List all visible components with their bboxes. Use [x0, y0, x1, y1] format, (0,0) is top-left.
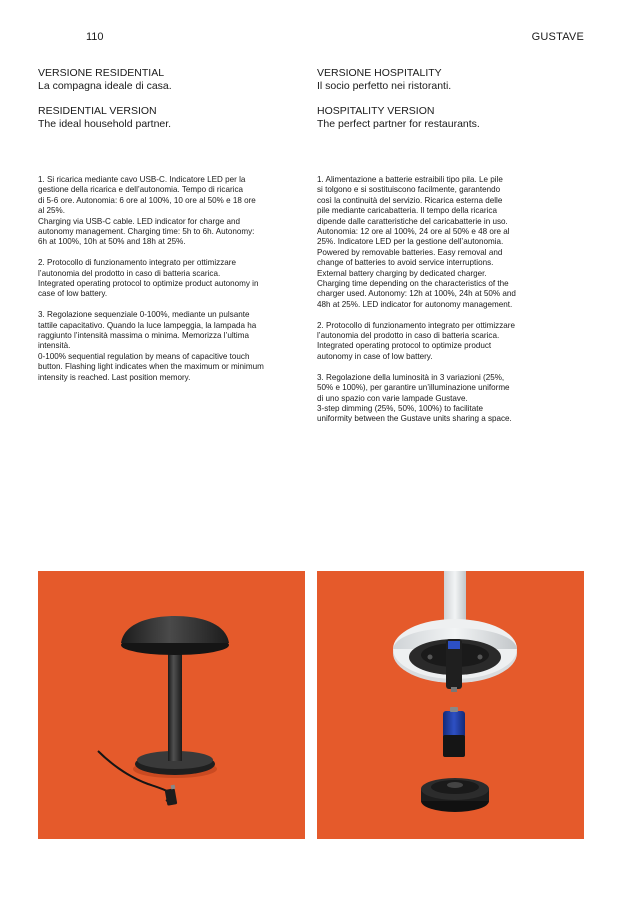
text-line: pile mediante caricabatteria. Il tempo della ricarica — [317, 206, 497, 216]
text-line: l’autonomia del prodotto in caso di batteria scarica. — [38, 268, 221, 278]
text-line: 1. Si ricarica mediante cavo USB-C. Indicatore LED per la — [38, 175, 246, 184]
text-line: si tolgono e si sostituiscono facilmente, garantendo — [317, 185, 501, 195]
hospitality-feature — [317, 321, 557, 363]
text-line: di 5-6 ore. Autonomia: 6 ore al 100%, 10 ore al 50% e 18 ore — [38, 195, 256, 205]
residential-tagline-en: The ideal household partner. — [38, 118, 172, 130]
text-line: Charging time depending on the characteristics of the — [317, 279, 509, 289]
text-line: 2. Protocollo di funzionamento integrato per ottimizzare — [38, 258, 236, 268]
text-line: autonomy in case of low battery. — [317, 351, 433, 361]
hospitality-tagline-en: The perfect partner for restaurants. — [317, 118, 480, 130]
brand-name: GUSTAVE — [531, 31, 584, 43]
text-line: gestione della ricarica e dell’autonomia. Tempo di ricarica — [38, 185, 243, 195]
text-line: charger used. Autonomy: 12h at 100%, 24h at 50% and — [317, 289, 516, 299]
hospitality-title-it: VERSIONE HOSPITALITY — [317, 67, 442, 79]
page-number: 110 — [86, 31, 104, 43]
text-line: 2. Protocollo di funzionamento integrato per ottimizzare — [317, 320, 515, 330]
text-line: al 25%. — [38, 206, 65, 216]
text-line: case of low battery. — [38, 289, 108, 299]
text-line: Integrated operating protocol to optimize product autonomy in — [38, 279, 259, 289]
residential-feature — [38, 310, 278, 383]
hospitality-battery-photo — [317, 571, 584, 839]
text-line: 1. Alimentazione a batterie estraibili tipo pila. Le pile — [317, 175, 503, 184]
text-line: External battery charging by dedicated charger. — [317, 268, 487, 278]
text-line: 3. Regolazione della luminosità in 3 variazioni (25%, — [317, 372, 505, 382]
text-line: l’autonomia del prodotto in caso di batteria scarica. — [317, 331, 500, 341]
residential-title-en: RESIDENTIAL VERSION — [38, 105, 157, 117]
text-line: raggiunto l’intensità massima o minima. Memorizza l’ultima — [38, 331, 249, 341]
text-line: Powered by removable batteries. Easy removal and — [317, 247, 503, 257]
residential-header — [38, 67, 278, 131]
text-line: uniformity between the Gustave units sharing a space. — [317, 414, 512, 424]
residential-title-it: VERSIONE RESIDENTIAL — [38, 67, 165, 79]
text-line: di uno spazio con varie lampade Gustave. — [317, 393, 468, 403]
residential-lamp-illustration — [38, 571, 305, 839]
text-line: 25%. Indicatore LED per la gestione dell’autonomia. — [317, 237, 504, 247]
residential-features — [38, 175, 278, 393]
text-line: così la continuità del servizio. Ricarica esterna delle — [317, 195, 503, 205]
hospitality-title-en: HOSPITALITY VERSION — [317, 105, 435, 117]
hospitality-battery-illustration — [317, 571, 584, 839]
hospitality-tagline-it: Il socio perfetto nei ristoranti. — [317, 80, 452, 92]
text-line: Charging via USB-C cable. LED indicator for charge and — [38, 216, 240, 226]
text-line: 3. Regolazione sequenziale 0-100%, mediante un pulsante — [38, 310, 250, 320]
text-line: dipende dalle caratteristiche del caricabatterie in uso. — [317, 216, 508, 226]
text-line: intensità. — [38, 341, 71, 351]
text-line: intensity is reached. Last position memory. — [38, 372, 191, 382]
text-line: button. Flashing light indicates when the maximum or minimum — [38, 362, 264, 372]
residential-feature — [38, 258, 278, 300]
text-line: 50% e 100%), per garantire un’illuminazione uniforme — [317, 383, 510, 393]
text-line: tattile capacitativo. Quando la luce lampeggia, la lampada ha — [38, 320, 257, 330]
text-line: Autonomia: 12 ore al 100%, 24 ore al 50% e 48 ore al — [317, 227, 510, 237]
text-line: Integrated operating protocol to optimize product — [317, 341, 492, 351]
hospitality-feature — [317, 175, 557, 310]
text-line: 48h at 25%. LED indicator for autonomy management. — [317, 299, 513, 309]
text-line: 6h at 100%, 10h at 50% and 18h at 25%. — [38, 237, 186, 247]
residential-feature — [38, 175, 278, 248]
text-line: 3-step dimming (25%, 50%, 100%) to facilitate — [317, 403, 484, 413]
hospitality-features — [317, 175, 557, 435]
residential-lamp-photo — [38, 571, 305, 839]
text-line: change of batteries to avoid service interruptions. — [317, 258, 494, 268]
residential-tagline-it: La compagna ideale di casa. — [38, 80, 172, 92]
hospitality-header — [317, 67, 557, 131]
text-line: autonomy management. Charging time: 5h to 6h. Autonomy: — [38, 227, 255, 237]
text-line: 0-100% sequential regulation by means of capacitive touch — [38, 351, 250, 361]
hospitality-feature — [317, 373, 557, 425]
